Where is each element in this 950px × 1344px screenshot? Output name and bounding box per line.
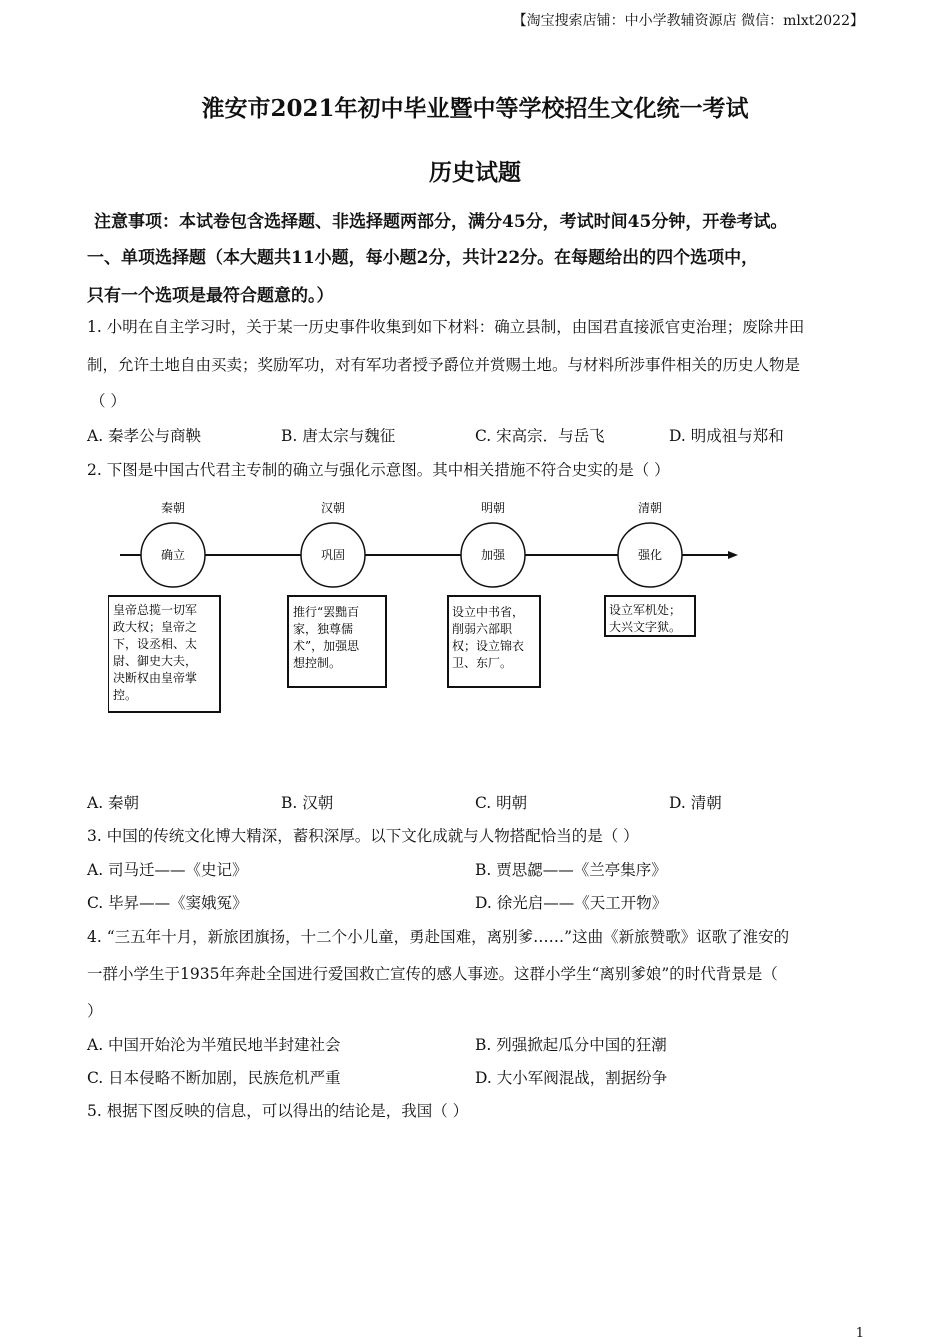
section1-heading: 一、单项选择题（本大题共11小题，每小题2分，共计22分。在每题给出的四个选项中， <box>87 248 759 268</box>
q3-option-d[interactable]: D. 徐光启——《天工开物》 <box>475 894 668 912</box>
measure-text-qing: 设立军机处； 大兴文字狱。 <box>609 603 682 634</box>
page-header: 【淘宝搜索店铺：中小学教辅资源店 微信：mlxt2022】 <box>512 13 864 29</box>
q3-option-c[interactable]: C. 毕昇——《窦娥冤》 <box>87 894 248 912</box>
q2-option-d[interactable]: D. 清朝 <box>669 794 722 812</box>
q1-stem-line1: 1. 小明在自主学习时，关于某一历史事件收集到如下材料：确立县制，由国君直接派官吏治理；废除井田 <box>87 318 805 336</box>
stage-label-qing: 强化 <box>637 548 663 562</box>
measure-text-qin: 皇帝总揽一切军 政大权；皇帝之 下，设丞相、太 尉、御史大夫， 决断权由皇帝掌 控。 <box>113 603 198 702</box>
dynasty-label-ming: 明朝 <box>480 501 506 515</box>
q4-option-b[interactable]: B. 列强掀起瓜分中国的狂潮 <box>475 1036 667 1054</box>
page-number: 1 <box>855 1326 864 1341</box>
dynasty-label-qing: 清朝 <box>637 501 663 515</box>
q4-option-c[interactable]: C. 日本侵略不断加剧，民族危机严重 <box>87 1069 341 1087</box>
q3-option-b[interactable]: B. 贾思勰——《兰亭集序》 <box>475 861 667 879</box>
autocracy-diagram <box>108 495 748 725</box>
timeline-arrowhead <box>728 551 738 559</box>
q2-option-c[interactable]: C. 明朝 <box>475 794 528 812</box>
exam-title: 淮安市2021年初中毕业暨中等学校招生文化统一考试 <box>201 95 749 122</box>
stage-label-ming: 加强 <box>480 548 506 562</box>
stage-label-qin: 确立 <box>160 548 186 562</box>
q5-stem: 5. 根据下图反映的信息，可以得出的结论是，我国（ ） <box>87 1102 469 1120</box>
q4-stem-line2: 一群小学生于1935年奔赴全国进行爱国救亡宣传的感人事迹。这群小学生“离别爹娘”的时代背景是（ <box>87 965 778 983</box>
measure-text-han: 推行“罢黜百 家，独尊儒 术”，加强思 想控制。 <box>293 605 360 670</box>
stage-label-han: 巩固 <box>320 548 346 562</box>
notice: 注意事项：本试卷包含选择题、非选择题两部分，满分45分，考试时间45分钟，开卷考试。 <box>94 212 788 232</box>
q1-stem-line2: 制，允许土地自由买卖；奖励军功，对有军功者授予爵位并赏赐土地。与材料所涉事件相关的历史人物是 <box>87 356 801 374</box>
q3-option-a[interactable]: A. 司马迁——《史记》 <box>87 861 248 879</box>
measure-text-ming: 设立中书省， 削弱六部职 权；设立锦衣 卫、东厂。 <box>452 605 525 670</box>
q2-option-a[interactable]: A. 秦朝 <box>87 794 140 812</box>
dynasty-label-qin: 秦朝 <box>160 501 186 515</box>
exam-subtitle: 历史试题 <box>429 159 521 186</box>
q1-option-c[interactable]: C. 宋高宗．与岳飞 <box>475 427 605 445</box>
q2-option-b[interactable]: B. 汉朝 <box>281 794 334 812</box>
dynasty-label-han: 汉朝 <box>320 501 346 515</box>
q3-stem: 3. 中国的传统文化博大精深，蓄积深厚。以下文化成就与人物搭配恰当的是（ ） <box>87 827 639 845</box>
q4-stem-line3: ） <box>87 1002 103 1020</box>
q1-option-a[interactable]: A. 秦孝公与商鞅 <box>87 427 202 445</box>
q2-stem: 2. 下图是中国古代君主专制的确立与强化示意图。其中相关措施不符合史实的是（ ） <box>87 461 670 479</box>
section1-heading-cont: 只有一个选项是最符合题意的。） <box>87 286 334 306</box>
q4-option-d[interactable]: D. 大小军阀混战，割据纷争 <box>475 1069 668 1087</box>
q1-option-b[interactable]: B. 唐太宗与魏征 <box>281 427 396 445</box>
q1-stem-line3: （ ） <box>90 392 126 410</box>
q4-option-a[interactable]: A. 中国开始沦为半殖民地半封建社会 <box>87 1036 341 1054</box>
q4-stem-line1: 4. “三五年十月，新旅团旗扬，十二个小儿童，勇赴国难，离别爹……”这曲《新旅赞歌》讴歌了淮安的 <box>87 928 790 946</box>
q1-option-d[interactable]: D. 明成祖与郑和 <box>669 427 784 445</box>
